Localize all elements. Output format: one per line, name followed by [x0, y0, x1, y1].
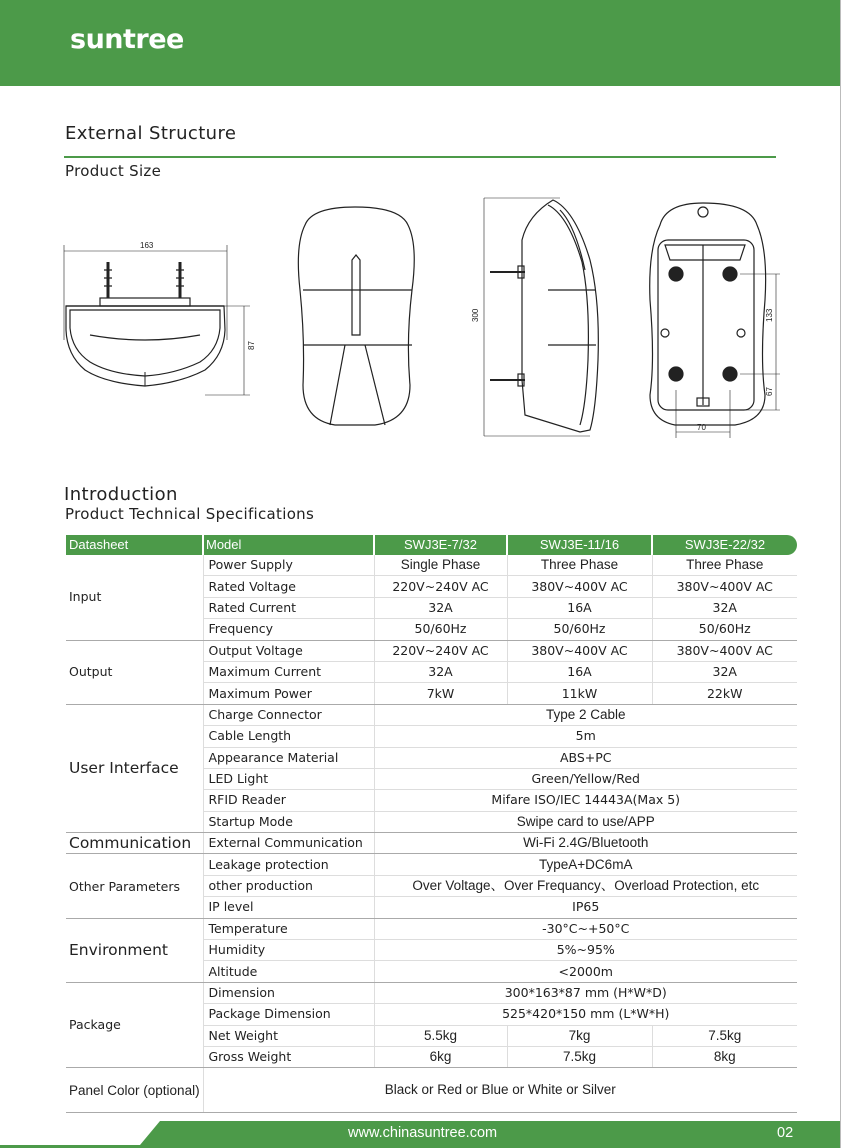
param-label: Leakage protection [203, 854, 374, 875]
param-value: 380V~400V AC [507, 576, 652, 597]
param-value: <2000m [374, 961, 797, 982]
param-value: -30°C~+50°C [374, 918, 797, 939]
param-value: Swipe card to use/APP [374, 811, 797, 832]
dim-mount-bottom-label: 67 [765, 387, 774, 396]
param-label: Humidity [203, 940, 374, 961]
category-output: Output [66, 640, 203, 704]
param-value: Single Phase [374, 555, 507, 576]
param-label: Gross Weight [203, 1046, 374, 1067]
category-user-interface: User Interface [66, 704, 203, 832]
front-view-drawing [298, 207, 414, 425]
category-other-parameters: Other Parameters [66, 854, 203, 918]
row-charge-connector [66, 704, 797, 725]
param-value: 50/60Hz [652, 619, 797, 640]
param-label: Startup Mode [203, 811, 374, 832]
footer-website-link[interactable]: www.chinasuntree.com [348, 1125, 498, 1141]
row-power-supply [66, 555, 797, 576]
param-label: LED Light [203, 768, 374, 789]
header-model-1: SWJ3E-7/32 [374, 535, 507, 555]
row-panel-color [66, 1068, 797, 1113]
param-value: 380V~400V AC [652, 640, 797, 661]
section-title-introduction: Introduction [64, 484, 178, 505]
param-value: Three Phase [507, 555, 652, 576]
param-value: 32A [374, 597, 507, 618]
param-value: 7.5kg [507, 1046, 652, 1067]
back-view-drawing [650, 203, 780, 438]
param-value: 8kg [652, 1046, 797, 1067]
side-view-drawing [484, 198, 598, 436]
param-label: Maximum Power [203, 683, 374, 704]
param-label: IP level [203, 897, 374, 918]
param-value: 7kW [374, 683, 507, 704]
param-value: Green/Yellow/Red [374, 768, 797, 789]
spec-table [66, 535, 797, 1113]
param-label: Temperature [203, 918, 374, 939]
param-value: Wi-Fi 2.4G/Bluetooth [374, 833, 797, 854]
param-label: Charge Connector [203, 704, 374, 725]
header-model-3: SWJ3E-22/32 [652, 535, 797, 555]
param-label: Frequency [203, 619, 374, 640]
row-output-voltage [66, 640, 797, 661]
param-label: Package Dimension [203, 1004, 374, 1025]
param-label: Rated Voltage [203, 576, 374, 597]
param-value: 7kg [507, 1025, 652, 1046]
param-value: 6kg [374, 1046, 507, 1067]
header-model: Model [203, 535, 374, 555]
param-label: other production [203, 875, 374, 896]
param-label: Net Weight [203, 1025, 374, 1046]
param-label: Altitude [203, 961, 374, 982]
param-value: 50/60Hz [374, 619, 507, 640]
param-value: 11kW [507, 683, 652, 704]
param-value: 32A [652, 661, 797, 682]
row-temperature [66, 918, 797, 939]
param-value: 5%~95% [374, 940, 797, 961]
dim-depth-label: 87 [247, 341, 256, 350]
row-leakage-protection [66, 854, 797, 875]
row-dimension [66, 982, 797, 1003]
param-label: Appearance Material [203, 747, 374, 768]
category-communication: Communication [66, 833, 203, 854]
param-value: Type 2 Cable [374, 704, 797, 725]
param-value: 525*420*150 mm (L*W*H) [374, 1004, 797, 1025]
param-value: Three Phase [652, 555, 797, 576]
dim-height-label: 300 [471, 308, 480, 322]
section-subtitle-specs: Product Technical Specifications [65, 505, 315, 523]
dim-width-label: 163 [140, 241, 154, 250]
param-value: TypeA+DC6mA [374, 854, 797, 875]
category-environment: Environment [66, 918, 203, 982]
param-value: Over Voltage、Over Frequancy、Overload Protection, etc [374, 875, 797, 896]
param-value: 5.5kg [374, 1025, 507, 1046]
param-label: Output Voltage [203, 640, 374, 661]
param-value: 22kW [652, 683, 797, 704]
param-value: 7.5kg [652, 1025, 797, 1046]
param-value: 380V~400V AC [652, 576, 797, 597]
product-size-drawings [0, 0, 846, 480]
param-value: ABS+PC [374, 747, 797, 768]
param-label: Power Supply [203, 555, 374, 576]
dim-mount-horizontal-label: 70 [697, 423, 706, 432]
param-label: RFID Reader [203, 790, 374, 811]
param-label: Maximum Current [203, 661, 374, 682]
param-value: 220V~240V AC [374, 640, 507, 661]
param-label: Cable Length [203, 726, 374, 747]
param-value: 32A [652, 597, 797, 618]
param-value: Mifare ISO/IEC 14443A(Max 5) [374, 790, 797, 811]
param-value: 220V~240V AC [374, 576, 507, 597]
spec-table-header [66, 535, 797, 555]
param-value: 300*163*87 mm (H*W*D) [374, 982, 797, 1003]
param-value: 380V~400V AC [507, 640, 652, 661]
category-package: Package [66, 982, 203, 1068]
suntree-logo: suntree [70, 24, 184, 55]
row-external-communication [66, 833, 797, 854]
param-value: 50/60Hz [507, 619, 652, 640]
section-subtitle-product-size: Product Size [65, 162, 162, 180]
param-label: External Communication [203, 833, 374, 854]
top-view-drawing [64, 245, 250, 395]
param-value: 32A [374, 661, 507, 682]
header-datasheet: Datasheet [66, 535, 203, 555]
page-number: 02 [777, 1125, 794, 1141]
section-title-external: External Structure [65, 123, 237, 144]
dim-mount-vertical-label: 133 [765, 308, 774, 322]
param-value: Black or Red or Blue or White or Silver [203, 1068, 797, 1113]
param-value: 5m [374, 726, 797, 747]
param-value: IP65 [374, 897, 797, 918]
param-label: Rated Current [203, 597, 374, 618]
param-value: 16A [507, 661, 652, 682]
category-input: Input [66, 555, 203, 640]
header-model-2: SWJ3E-11/16 [507, 535, 652, 555]
category-panel-color: Panel Color (optional) [66, 1068, 203, 1113]
param-value: 16A [507, 597, 652, 618]
param-label: Dimension [203, 982, 374, 1003]
